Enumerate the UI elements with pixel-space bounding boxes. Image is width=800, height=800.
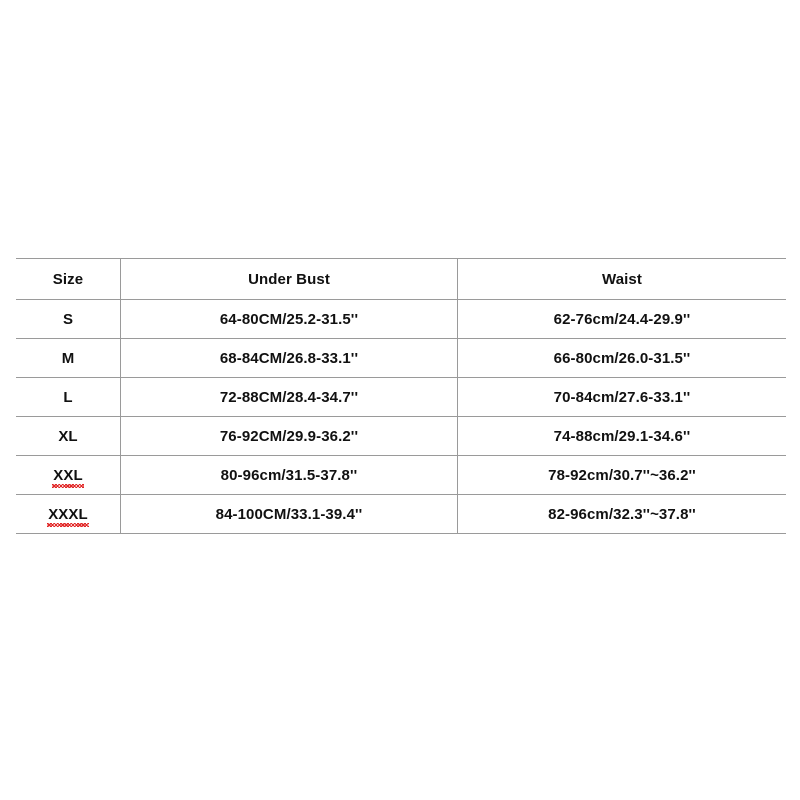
table-row xyxy=(16,417,786,456)
waist-value: 66-80cm/26.0-31.5'' xyxy=(553,349,691,367)
column-header-size-label: Size xyxy=(52,270,84,288)
column-header-waist xyxy=(458,259,787,300)
cell-under-bust xyxy=(121,378,458,417)
cell-size xyxy=(16,456,121,495)
under-bust-value: 64-80CM/25.2-31.5'' xyxy=(219,310,359,328)
size-chart-table xyxy=(16,258,786,534)
table-body xyxy=(16,300,786,534)
table-row xyxy=(16,339,786,378)
size-value: S xyxy=(62,310,74,328)
cell-under-bust xyxy=(121,300,458,339)
under-bust-value: 76-92CM/29.9-36.2'' xyxy=(219,427,359,445)
size-value: L xyxy=(63,388,73,406)
waist-value: 82-96cm/32.3''~37.8'' xyxy=(548,505,696,523)
waist-value: 78-92cm/30.7''~36.2'' xyxy=(548,466,696,484)
cell-waist xyxy=(458,495,787,534)
under-bust-value: 72-88CM/28.4-34.7'' xyxy=(219,388,359,406)
cell-waist xyxy=(458,456,787,495)
table-row xyxy=(16,378,786,417)
size-value: XXL xyxy=(53,466,83,484)
cell-under-bust xyxy=(121,417,458,456)
size-value: M xyxy=(61,349,75,367)
cell-size xyxy=(16,378,121,417)
column-header-under-bust xyxy=(121,259,458,300)
cell-under-bust xyxy=(121,495,458,534)
size-value: XL xyxy=(58,427,78,445)
table-row xyxy=(16,300,786,339)
size-chart-container xyxy=(16,258,784,534)
under-bust-value: 80-96cm/31.5-37.8'' xyxy=(220,466,358,484)
cell-waist xyxy=(458,339,787,378)
table-header xyxy=(16,259,786,300)
table-header-row xyxy=(16,259,786,300)
column-header-size xyxy=(16,259,121,300)
waist-value: 70-84cm/27.6-33.1'' xyxy=(553,388,691,406)
under-bust-value: 68-84CM/26.8-33.1'' xyxy=(219,349,359,367)
cell-size xyxy=(16,417,121,456)
size-value: XXXL xyxy=(48,505,88,523)
cell-size xyxy=(16,495,121,534)
table-row xyxy=(16,456,786,495)
waist-value: 62-76cm/24.4-29.9'' xyxy=(553,310,691,328)
waist-value: 74-88cm/29.1-34.6'' xyxy=(553,427,691,445)
cell-under-bust xyxy=(121,339,458,378)
table-row xyxy=(16,495,786,534)
cell-waist xyxy=(458,378,787,417)
under-bust-value: 84-100CM/33.1-39.4'' xyxy=(215,505,363,523)
cell-waist xyxy=(458,300,787,339)
cell-waist xyxy=(458,417,787,456)
cell-under-bust xyxy=(121,456,458,495)
column-header-under-bust-label: Under Bust xyxy=(248,270,330,288)
cell-size xyxy=(16,339,121,378)
column-header-waist-label: Waist xyxy=(602,270,642,288)
cell-size xyxy=(16,300,121,339)
